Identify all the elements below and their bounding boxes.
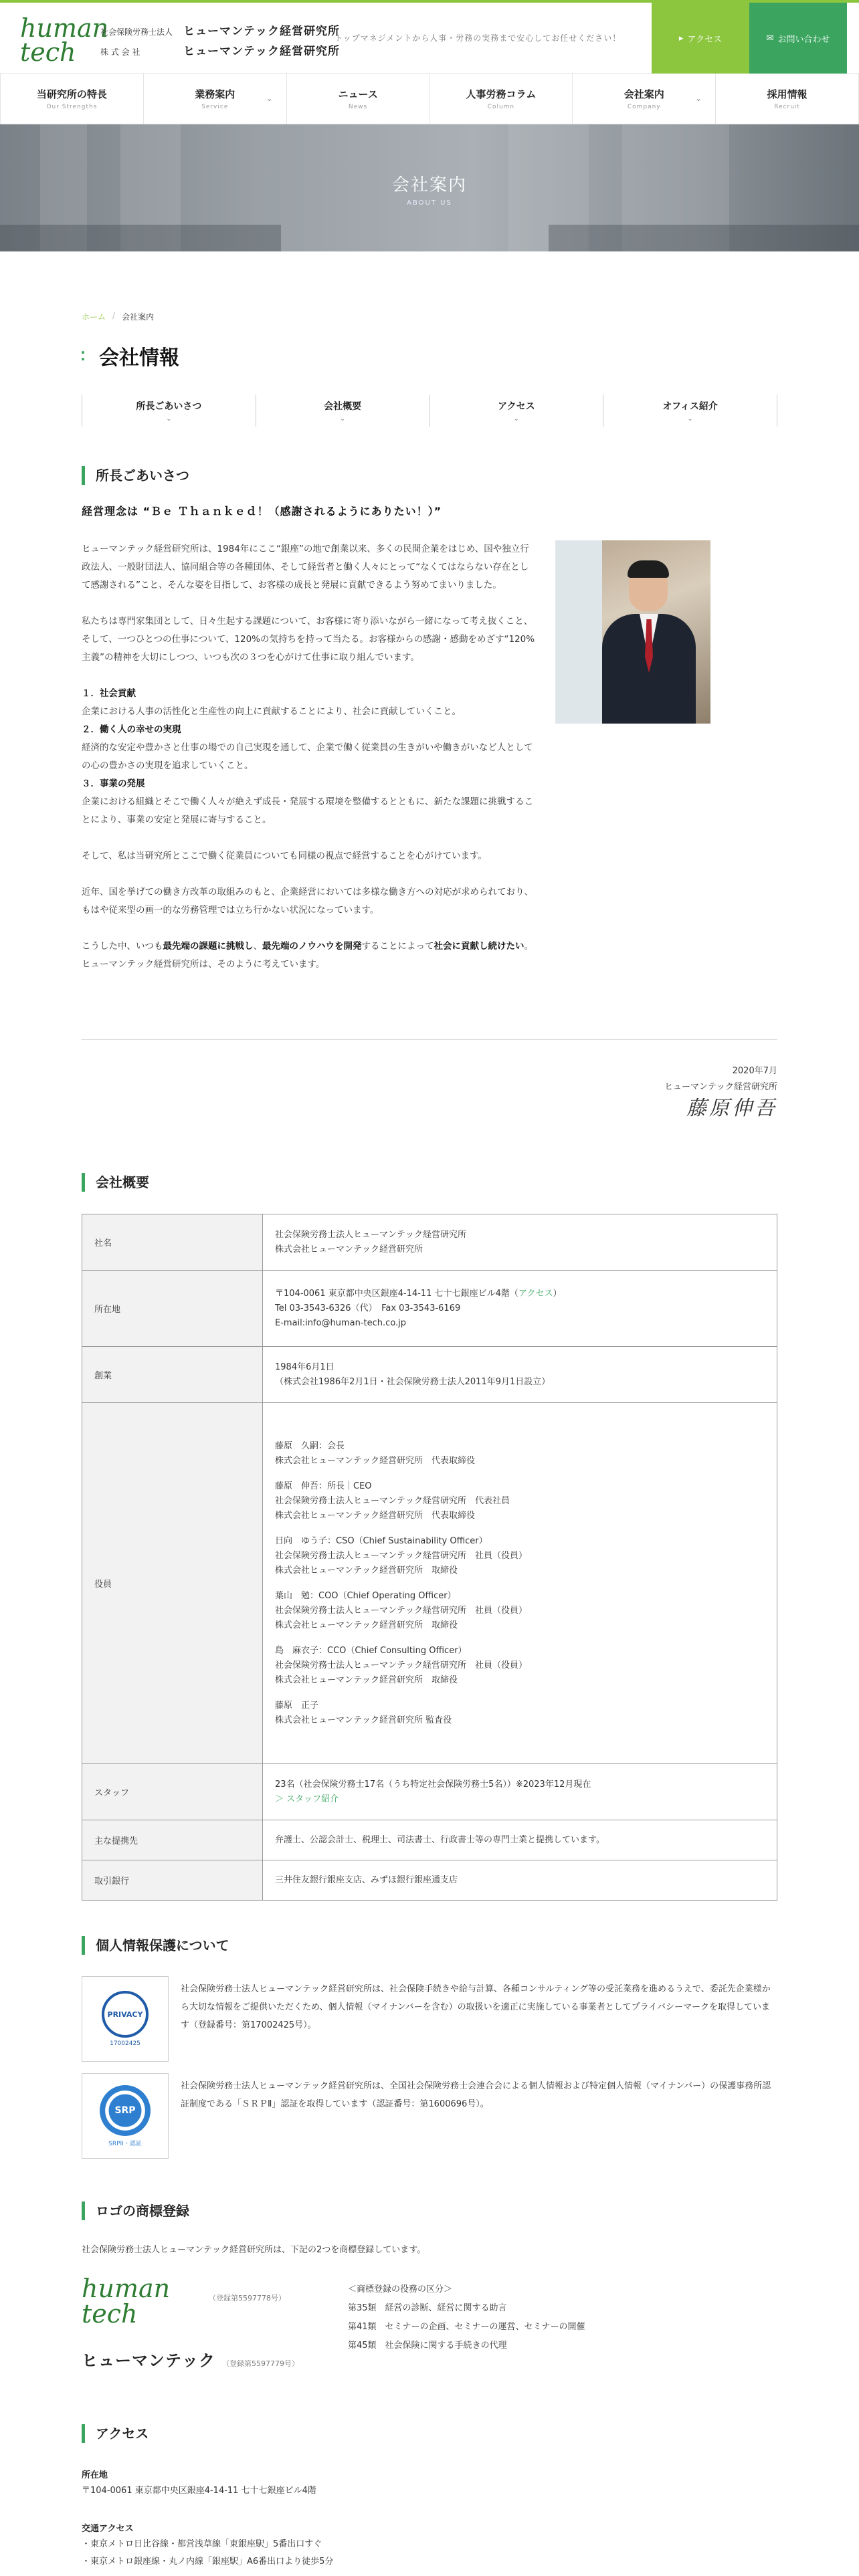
tm-logo-line-human: human [82,2274,171,2303]
map-pin-icon: ▸ [678,33,684,43]
access-address-label: 所在地 [82,2470,108,2480]
handwritten-signature: 藤原伸吾 [686,1097,777,1120]
nav-label: 採用情報 [767,88,807,100]
srp-logo [82,2073,169,2159]
greeting-date: 2020年7月 [732,1066,777,1076]
access-transit-label: 交通アクセス [82,2524,134,2534]
table-row [82,1214,777,1271]
row-value: 弁護士、公認会計士、税理士、司法書士、行政書士等の専門士業と提携しています。 [263,1820,777,1860]
officer-entry: 藤原 久嗣：会長 株式会社ヒューマンテック経営研究所 代表取締役 [275,1440,476,1466]
site-header [0,0,859,74]
trademark-class-item: 第35類 経営の診断、経営に関する助言 [348,2303,507,2313]
officer-entry: 葉山 勉：COO（Chief Operating Officer） 社会保険労務士法人ヒューマンテック経営研究所 社員（役員） 株式会社ヒューマンテック経営研究所 取締役 [275,1590,528,1630]
greeting-paragraph: 私たちは専門家集団として、日々生起する課題について、お客様に寄り添いながら一緒になって考え抜くこと、そして、一つひとつの仕事について、120%の気持ちを持って当たる。お客様からの感謝・感動をめざす“120%主義”の精神を大切にしつつ、いつも次の３つを心がけて仕事に取り組んでいます。 [82,616,535,663]
trademark-kana-text: ヒューマンテック [82,2351,215,2370]
nav-label: 業務案内 [195,88,235,100]
trademark-reg-1: （登録第5597778号） [209,2294,286,2302]
corporate-names [100,21,340,62]
trademark-classes [348,2280,585,2355]
tab-overview[interactable] [256,395,430,427]
site-logo[interactable] [20,13,109,67]
trademark-heading: ロゴの商標登録 [82,2202,189,2220]
nav-sub: Recruit [774,104,800,110]
title-dots-icon [82,351,84,360]
greeting-org: ヒューマンテック経営研究所 [664,1082,777,1092]
nav-sub: Service [201,104,229,110]
row-label: 主な提携先 [82,1820,263,1860]
tab-greeting[interactable] [82,395,256,427]
header-contact-label: お問い合わせ [777,34,830,45]
greeting-paragraph: そして、私は当研究所とここで働く従業員についても同様の視点で経営することを心がけています。 [82,851,487,861]
section-divider [82,1039,777,1040]
table-row [82,1347,777,1403]
tab-label: 会社概要 [324,401,362,412]
row-label: 所在地 [82,1271,263,1347]
breadcrumb-current: 会社案内 [122,312,155,322]
access-link[interactable]: アクセス [518,1288,553,1299]
director-photo [555,540,710,724]
global-nav [0,74,859,124]
email-link[interactable]: E-mail:info@human-tech.co.jp [275,1317,407,1328]
row-value: 1984年6月1日 （株式会社1986年2月1日・社会保険労務士法人2011年9月1日設立） [263,1347,777,1403]
breadcrumb [82,311,154,322]
list-item: ・東京メトロ日比谷線・都営浅草線「東銀座駅」5番出口すぐ [82,2539,322,2549]
chevron-down-icon: ⌄ [687,415,693,423]
privacy-mark-number: 17002425 [110,2040,140,2047]
privacy-heading: 個人情報保護について [82,1936,229,1955]
mail-icon: ✉ [766,33,774,43]
row-label: 社名 [82,1214,263,1271]
row-label: 役員 [82,1403,263,1764]
chevron-down-icon: ⌄ [513,415,520,423]
hero-title: 会社案内 [391,175,467,195]
corp-name-1: ヒューマンテック経営研究所 [183,25,340,38]
page-title-block [82,341,179,370]
header-access-label: アクセス [687,34,723,45]
chevron-down-icon: ⌄ [339,415,346,423]
officer-entry: 日向 ゆう子：CSO（Chief Sustainability Officer） 社会保険労務士法人ヒューマンテック経営研究所 社員（役員） 株式会社ヒューマンテック経営研究所 取締役 [275,1535,528,1576]
principle-title: ２．働く人の幸せの実現 [82,724,181,735]
access-address: 〒104-0061 東京都中央区銀座4-14-11 七十七銀座ビル4階 [82,2486,316,2496]
greeting-paragraph: ヒューマンテック経営研究所は、1984年にここ“銀座”の地で創業以来、多くの民間企業をはじめ、国や独立行政法人、一般財団法人、協同組合等の各種団体、そして経営者と働く人々にとって“なくてはならない存在として感謝される”こと、そんな姿を目指して、お客様の成長と発展に貢献できるよう努めてまいりました。 [82,544,529,591]
officer-entry: 藤原 伸吾：所長｜CEO 社会保険労務士法人ヒューマンテック経営研究所 代表社員 株式会社ヒューマンテック経営研究所 代表取締役 [275,1481,510,1521]
chevron-down-icon: ⌄ [266,94,273,103]
row-value: 〒104-0061 東京都中央区銀座4-14-11 七十七銀座ビル4階（アクセス） Tel 03-3543-6326（代） Fax 03-3543-6169 E-mail:info@human-tech.co.jp [263,1271,777,1347]
row-value: 三井住友銀行銀座支店、みずほ銀行銀座通支店 [263,1860,777,1901]
list-item: ・東京メトロ銀座線・丸ノ内線「銀座駅」A6番出口より徒歩5分 [82,2557,334,2567]
row-value: 社会保険労務士法人ヒューマンテック経営研究所 株式会社ヒューマンテック経営研究所 [263,1214,777,1271]
company-overview-table [82,1214,777,1901]
srp-icon: SRP [100,2085,151,2136]
table-row [82,1271,777,1347]
trademark-logo [82,2274,286,2330]
principle-text: 企業における人事の活性化と生産性の向上に貢献することにより、社会に貢献していくこと。 [82,706,461,717]
privacy-mark-block [82,1976,777,2062]
officer-entry: 島 麻衣子：CCO（Chief Consulting Officer） 社会保険労務士法人ヒューマンテック経営研究所 社員（役員） 株式会社ヒューマンテック経営研究所 取締役 [275,1645,528,1685]
row-label: 取引銀行 [82,1860,263,1901]
logo-line-human: human [20,13,109,43]
nav-sub: News [348,104,368,110]
corp-name-2: ヒューマンテック経営研究所 [183,45,340,58]
tab-office[interactable] [603,395,777,427]
breadcrumb-separator: / [112,311,116,320]
logo-line-tech: tech [20,37,76,67]
tab-label: 所長ごあいさつ [136,401,202,412]
principle-text: 企業における組織とそこで働く人々が絶えず成長・発展する環境を整備するとともに、新たな課題に挑戦することにより、事業の安定と発展に寄与すること。 [82,796,533,825]
row-label: 創業 [82,1347,263,1403]
corp-type-1: 社会保険労務士法人 [100,27,173,37]
nav-sub: Our Strengths [46,104,98,110]
nav-item-strengths[interactable] [0,74,144,124]
anchor-tabs [82,395,777,427]
access-heading: アクセス [82,2424,149,2443]
nav-label: ニュース [338,88,378,100]
header-access-button[interactable] [652,3,749,74]
greeting-closing: こうした中、いつも最先端の課題に挑戦し、最先端のノウハウを開発することによって社会に貢献し続けたい。ヒューマンテック経営研究所は、そのように考えています。 [82,941,533,970]
table-row [82,1403,777,1764]
privacy-mark-text: 社会保険労務士法人ヒューマンテック経営研究所は、社会保険手続きや給与計算、各種コンサルティング等の受託業務を進めるうえで、委託先企業様から大切な情報をご提供いただくため、個人情報（マイナンバーを含む）の取扱いを適正に実施している事業者としてプライバシーマークを取得しています（登録番号：第17002425号）。 [181,1984,771,2030]
hero-banner [0,124,859,251]
privacy-mark-icon: PRIVACY [102,1991,149,2038]
row-value [263,1403,777,1764]
greeting-paragraph: 近年、国を挙げての働き方改革の取組みのもと、企業経営においては多様な働き方への対応が求められており、もはや従来型の画一的な労務管理では立ち行かない状況になっています。 [82,887,533,916]
principle-text: 経済的な安定や豊かさと仕事の場での自己実現を通して、企業で働く従業員の生きがいや働きがいなど人としての心の豊かさの実現を追求していくこと。 [82,742,533,771]
tab-label: オフィス紹介 [662,401,718,412]
nav-item-service[interactable] [144,74,287,124]
greeting-principles [82,685,537,829]
trademark-intro: 社会保険労務士法人ヒューマンテック経営研究所は、下記の2つを商標登録しています。 [82,2245,426,2255]
trademark-classes-title: ＜商標登録の役務の区分＞ [348,2284,453,2294]
row-value: 23名（社会保険労務士17名（うち特定社会保険労務士5名））※2023年12月現在 ＞ スタッフ紹介 [263,1764,777,1820]
table-row [82,1820,777,1860]
principle-title: １．社会貢献 [82,688,136,699]
nav-item-column[interactable] [430,74,573,124]
nav-sub: Column [487,104,515,110]
access-transit-list [82,2536,333,2571]
greeting-heading: 所長ごあいさつ [82,466,189,485]
srp-block [82,2073,777,2159]
corp-type-2: 株 式 会 社 [100,47,140,57]
table-row [82,1860,777,1901]
header-tagline: トップマネジメントから人事・労務の実務まで安心してお任せください！ [335,33,622,43]
staff-intro-link[interactable]: ＞ スタッフ紹介 [275,1794,339,1804]
nav-sub: Company [627,104,661,110]
trademark-class-item: 第45類 社会保険に関する手続きの代理 [348,2341,507,2351]
table-row [82,1764,777,1820]
greeting-signature-block [664,1063,777,1120]
page-title: 会社情報 [99,346,179,370]
header-contact-button[interactable] [749,3,847,74]
chevron-down-icon: ⌄ [166,415,172,423]
tm-logo-line-tech: tech [82,2299,138,2329]
breadcrumb-home[interactable]: ホーム [82,312,106,322]
nav-label: 当研究所の特長 [36,88,107,100]
overview-heading: 会社概要 [82,1173,149,1192]
hero-subtitle: ABOUT US [407,199,452,207]
officer-entry: 藤原 正子 株式会社ヒューマンテック経営研究所 監査役 [275,1700,452,1725]
principle-title: ３．事業の発展 [82,778,145,789]
srp-caption: SRPII・認証 [108,2140,142,2147]
nav-label: 会社案内 [624,88,664,100]
srp-text: 社会保険労務士法人ヒューマンテック経営研究所は、全国社会保険労務士会連合会による個人情報および特定個人情報（マイナンバー）の保護事務所認証制度である「ＳＲＰⅡ」認証を取得しています（認証番号：第1600696号）。 [181,2081,771,2109]
nav-label: 人事労務コラム [466,88,537,100]
trademark-reg-2: （登録第5597779号） [222,2359,299,2368]
tab-access[interactable] [430,395,603,427]
nav-item-recruit[interactable] [716,74,859,124]
greeting-lead: 経営理念は “Ｂｅ Ｔｈａｎｋｅｄ！（感謝されるようにありたい！）” [82,505,442,518]
nav-item-company[interactable] [573,74,716,124]
row-label: スタッフ [82,1764,263,1820]
nav-item-news[interactable] [287,74,430,124]
tab-label: アクセス [498,401,535,412]
trademark-kana [82,2347,299,2371]
trademark-class-item: 第41類 セミナーの企画、セミナーの運営、セミナーの開催 [348,2322,585,2332]
chevron-down-icon: ⌄ [695,94,702,103]
greeting-body [82,540,537,992]
privacy-mark-logo [82,1976,169,2062]
